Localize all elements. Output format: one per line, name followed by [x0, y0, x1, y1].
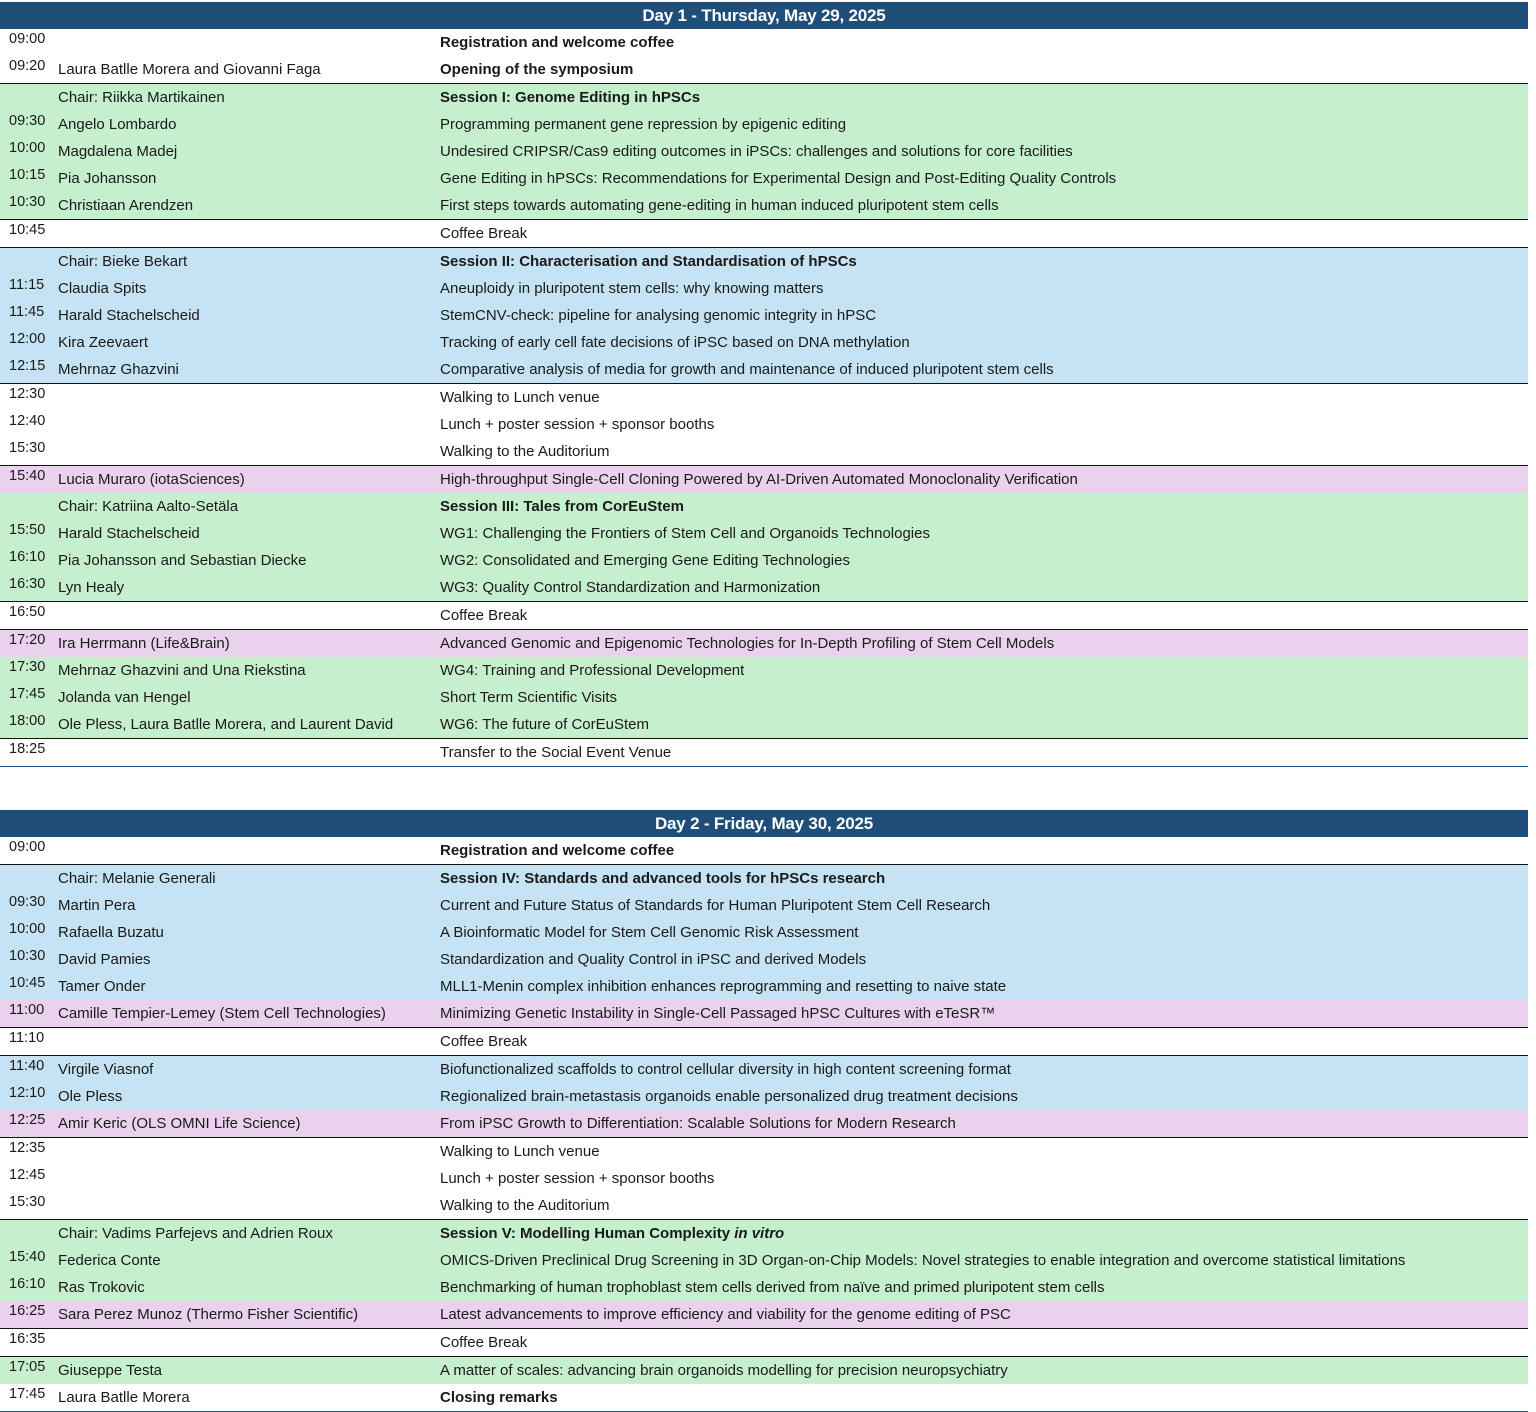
title-cell: [440, 1220, 784, 1247]
title-text: Programming permanent gene repression by epigenic editing: [440, 116, 847, 133]
speaker-cell: Chair: Melanie Generali: [58, 870, 216, 887]
time-cell: 16:10: [9, 1276, 46, 1292]
speaker-cell: Pia Johansson and Sebastian Diecke: [58, 552, 307, 569]
title-cell: [440, 520, 930, 547]
title-text: Coffee Break: [440, 607, 528, 624]
schedule-row: [0, 520, 1528, 547]
time-cell: 17:45: [9, 686, 46, 702]
time-cell: 15:30: [9, 1194, 46, 1210]
title-text: Undesired CRIPSR/Cas9 editing outcomes in iPSCs: challenges and solutions for core facilities: [440, 143, 1073, 160]
day1-header: Day 1 - Thursday, May 29, 2025: [0, 2, 1528, 29]
time-cell: 12:45: [9, 1167, 46, 1183]
time-cell: 11:15: [9, 277, 45, 293]
title-text: Registration and welcome coffee: [440, 842, 675, 859]
schedule-row: [0, 973, 1528, 1000]
title-text: First steps towards automating gene-editing in human induced pluripotent stem cells: [440, 197, 999, 214]
time-cell: 16:10: [9, 549, 46, 565]
title-cell: [440, 384, 600, 411]
day2-schedule: [0, 810, 1528, 1412]
schedule-row: [0, 946, 1528, 973]
speaker-cell: Claudia Spits: [58, 280, 147, 297]
title-cell: [440, 739, 671, 766]
title-cell: [440, 946, 866, 973]
title-text: Biofunctionalized scaffolds to control cellular diversity in high content screening format: [440, 1061, 1011, 1078]
title-cell: [440, 220, 527, 247]
title-italic-text: in vitro: [734, 1225, 785, 1242]
schedule-row: [0, 111, 1528, 138]
title-cell: [440, 111, 846, 138]
schedule-row: [0, 1137, 1528, 1165]
schedule-row: [0, 629, 1528, 657]
time-cell: 10:30: [9, 194, 46, 210]
speaker-cell: Virgile Viasnof: [58, 1061, 154, 1078]
title-text: WG1: Challenging the Frontiers of Stem Cell and Organoids Technologies: [440, 525, 930, 542]
title-text: Coffee Break: [440, 225, 528, 242]
schedule-row: [0, 329, 1528, 356]
speaker-cell: Ole Pless, Laura Batlle Morera, and Laurent David: [58, 716, 394, 733]
title-text: Session II: Characterisation and Standardisation of hPSCs: [440, 253, 857, 270]
title-text: Short Term Scientific Visits: [440, 689, 618, 706]
speaker-cell: Ira Herrmann (Life&Brain): [58, 635, 230, 652]
speaker-cell: Chair: Bieke Bekart: [58, 253, 188, 270]
speaker-cell: Ras Trokovic: [58, 1279, 145, 1296]
title-cell: [440, 1165, 714, 1192]
time-cell: 16:30: [9, 576, 46, 592]
title-cell: [440, 1357, 1008, 1384]
title-text: WG4: Training and Professional Development: [440, 662, 745, 679]
speaker-cell: Chair: Riikka Martikainen: [58, 89, 225, 106]
title-text: Benchmarking of human trophoblast stem cells derived from naïve and primed pluripotent stem cells: [440, 1279, 1105, 1296]
title-text: Opening of the symposium: [440, 61, 634, 78]
schedule-row: [0, 383, 1528, 411]
title-cell: [440, 411, 714, 438]
title-text: Walking to Lunch venue: [440, 389, 600, 406]
time-cell: 10:30: [9, 948, 46, 964]
speaker-cell: Rafaella Buzatu: [58, 924, 164, 941]
title-text: Standardization and Quality Control in iPSC and derived Models: [440, 951, 867, 968]
title-text: Session IV: Standards and advanced tools for hPSCs research: [440, 870, 886, 887]
title-text: From iPSC Growth to Differentiation: Scalable Solutions for Modern Research: [440, 1115, 956, 1132]
schedule-row: [0, 1384, 1528, 1412]
session-header-row: [0, 493, 1528, 520]
speaker-cell: Giuseppe Testa: [58, 1362, 162, 1379]
day2-header: Day 2 - Friday, May 30, 2025: [0, 810, 1528, 837]
title-cell: [440, 1083, 1018, 1110]
speaker-cell: Amir Keric (OLS OMNI Life Science): [58, 1115, 301, 1132]
title-text: Aneuploidy in pluripotent stem cells: why knowing matters: [440, 280, 824, 297]
title-cell: [440, 466, 1078, 493]
speaker-cell: Camille Tempier-Lemey (Stem Cell Technologies): [58, 1005, 386, 1022]
speaker-cell: Mehrnaz Ghazvini and Una Riekstina: [58, 662, 306, 679]
title-cell: [440, 547, 850, 574]
schedule-row: [0, 1000, 1528, 1027]
schedule-row: [0, 711, 1528, 738]
time-cell: 17:05: [9, 1359, 46, 1375]
title-cell: [440, 329, 910, 356]
time-cell: 09:20: [9, 58, 46, 74]
speaker-cell: Martin Pera: [58, 897, 136, 914]
speaker-cell: Laura Batlle Morera and Giovanni Faga: [58, 61, 321, 78]
title-text: Advanced Genomic and Epigenomic Technologies for In-Depth Profiling of Stem Cell Models: [440, 635, 1055, 652]
time-cell: 12:25: [9, 1112, 46, 1128]
session-header-row: [0, 247, 1528, 275]
title-cell: [440, 1110, 956, 1137]
time-cell: 18:25: [9, 741, 46, 757]
time-cell: 10:15: [9, 167, 46, 183]
title-cell: [440, 275, 824, 302]
speaker-cell: Kira Zeevaert: [58, 334, 149, 351]
title-text: Walking to the Auditorium: [440, 1197, 610, 1214]
time-cell: 18:00: [9, 713, 46, 729]
schedule-row: [0, 1055, 1528, 1083]
time-cell: 10:00: [9, 140, 46, 156]
time-cell: 12:30: [9, 386, 46, 402]
title-text: Coffee Break: [440, 1033, 528, 1050]
time-cell: 15:40: [9, 1249, 46, 1265]
time-cell: 15:50: [9, 522, 46, 538]
title-cell: [440, 630, 1054, 657]
speaker-cell: David Pamies: [58, 951, 151, 968]
title-cell: [440, 602, 527, 629]
schedule-row: [0, 1247, 1528, 1274]
schedule-row: [0, 56, 1528, 83]
time-cell: 12:10: [9, 1085, 46, 1101]
time-cell: 16:25: [9, 1303, 46, 1319]
speaker-cell: Christiaan Arendzen: [58, 197, 194, 214]
schedule-row: [0, 165, 1528, 192]
title-text: Minimizing Genetic Instability in Single-Cell Passaged hPSC Cultures with eTeSR™: [440, 1005, 996, 1022]
speaker-cell: Lyn Healy: [58, 579, 125, 596]
title-cell: [440, 657, 744, 684]
title-cell: [440, 1247, 1405, 1274]
title-cell: [440, 165, 1116, 192]
schedule-row: [0, 601, 1528, 629]
speaker-cell: Ole Pless: [58, 1088, 123, 1105]
title-cell: [440, 192, 999, 219]
title-cell: [440, 248, 857, 275]
title-cell: [440, 356, 1054, 383]
schedule-row: [0, 1274, 1528, 1301]
session-header-row: [0, 864, 1528, 892]
schedule-row: [0, 29, 1528, 56]
time-cell: 11:10: [9, 1030, 45, 1046]
schedule-row: [0, 1165, 1528, 1192]
time-cell: 10:00: [9, 921, 46, 937]
session-header-row: [0, 1219, 1528, 1247]
title-text: Lunch + poster session + sponsor booths: [440, 416, 715, 433]
title-cell: [440, 1301, 1011, 1328]
title-text: Coffee Break: [440, 1334, 528, 1351]
time-cell: 09:00: [9, 839, 46, 855]
title-cell: [440, 138, 1073, 165]
speaker-cell: Mehrnaz Ghazvini: [58, 361, 179, 378]
schedule-row: [0, 837, 1528, 864]
title-cell: [440, 865, 885, 892]
title-cell: [440, 973, 1006, 1000]
speaker-cell: Lucia Muraro (iotaSciences): [58, 471, 245, 488]
speaker-cell: Pia Johansson: [58, 170, 157, 187]
title-text: Walking to Lunch venue: [440, 1143, 600, 1160]
title-text: High-throughput Single-Cell Cloning Powered by AI-Driven Automated Monoclonality Verification: [440, 471, 1078, 488]
schedule-row: [0, 1192, 1528, 1219]
time-cell: 10:45: [9, 975, 46, 991]
title-text: Comparative analysis of media for growth and maintenance of induced pluripotent stem cells: [440, 361, 1054, 378]
time-cell: 09:30: [9, 113, 46, 129]
schedule-row: [0, 192, 1528, 219]
time-cell: 09:00: [9, 31, 46, 47]
title-text: Regionalized brain-metastasis organoids enable personalized drug treatment decisions: [440, 1088, 1018, 1105]
title-text: WG6: The future of CorEuStem: [440, 716, 649, 733]
title-text: Registration and welcome coffee: [440, 34, 675, 51]
time-cell: 11:45: [9, 304, 45, 320]
time-cell: 12:15: [9, 358, 46, 374]
title-cell: [440, 1192, 610, 1219]
title-text: MLL1-Menin complex inhibition enhances reprogramming and resetting to naive state: [440, 978, 1007, 995]
title-text: Tracking of early cell fate decisions of iPSC based on DNA methylation: [440, 334, 910, 351]
time-cell: 16:35: [9, 1331, 46, 1347]
speaker-cell: Chair: Katriina Aalto-Setäla: [58, 498, 239, 515]
schedule-row: [0, 1027, 1528, 1055]
schedule-row: [0, 547, 1528, 574]
time-cell: 12:40: [9, 413, 46, 429]
schedule-row: [0, 438, 1528, 465]
title-text: Session I: Genome Editing in hPSCs: [440, 89, 701, 106]
speaker-cell: Magdalena Madej: [58, 143, 178, 160]
time-cell: 17:30: [9, 659, 46, 675]
title-cell: [440, 837, 674, 864]
schedule-row: [0, 1356, 1528, 1384]
schedule-row: [0, 657, 1528, 684]
schedule-row: [0, 356, 1528, 383]
title-cell: [440, 302, 876, 329]
speaker-cell: Federica Conte: [58, 1252, 161, 1269]
schedule-row: [0, 302, 1528, 329]
title-cell: [440, 1138, 600, 1165]
schedule-row: [0, 411, 1528, 438]
schedule-row: [0, 1328, 1528, 1356]
day2-rows: [0, 837, 1528, 1412]
schedule-row: [0, 138, 1528, 165]
title-cell: [440, 711, 649, 738]
speaker-cell: Harald Stachelscheid: [58, 307, 200, 324]
schedule-row: [0, 1083, 1528, 1110]
speaker-cell: Laura Batlle Morera: [58, 1389, 190, 1406]
time-cell: 17:45: [9, 1386, 46, 1402]
title-text: Lunch + poster session + sponsor booths: [440, 1170, 715, 1187]
title-cell: [440, 1056, 1011, 1083]
title-cell: [440, 1274, 1105, 1301]
speaker-cell: Harald Stachelscheid: [58, 525, 200, 542]
schedule-row: [0, 465, 1528, 493]
schedule-row: [0, 684, 1528, 711]
day1-rows: [0, 29, 1528, 767]
title-cell: [440, 919, 858, 946]
title-cell: [440, 1000, 995, 1027]
time-cell: 09:30: [9, 894, 46, 910]
schedule-row: [0, 574, 1528, 601]
title-cell: [440, 574, 820, 601]
speaker-cell: Angelo Lombardo: [58, 116, 177, 133]
speaker-cell: Tamer Onder: [58, 978, 146, 995]
time-cell: 15:30: [9, 440, 46, 456]
time-cell: 15:40: [9, 468, 46, 484]
title-text: WG2: Consolidated and Emerging Gene Editing Technologies: [440, 552, 850, 569]
time-cell: 12:00: [9, 331, 46, 347]
schedule-row: [0, 892, 1528, 919]
title-cell: [440, 1028, 527, 1055]
schedule-row: [0, 919, 1528, 946]
speaker-cell: Chair: Vadims Parfejevs and Adrien Roux: [58, 1225, 333, 1242]
title-cell: [440, 84, 700, 111]
title-text: Walking to the Auditorium: [440, 443, 610, 460]
title-cell: [440, 493, 684, 520]
title-text: WG3: Quality Control Standardization and Harmonization: [440, 579, 821, 596]
title-text: OMICS-Driven Preclinical Drug Screening in 3D Organ-on-Chip Models: Novel strategies to enable integration and overcome statistical limitations: [440, 1252, 1406, 1269]
title-cell: [440, 29, 674, 56]
title-text: A Bioinformatic Model for Stem Cell Genomic Risk Assessment: [440, 924, 859, 941]
title-cell: [440, 684, 617, 711]
time-cell: 11:00: [9, 1002, 45, 1018]
time-cell: 12:35: [9, 1140, 46, 1156]
schedule-row: [0, 738, 1528, 767]
title-text: Transfer to the Social Event Venue: [440, 744, 672, 761]
title-text: StemCNV-check: pipeline for analysing genomic integrity in hPSC: [440, 307, 877, 324]
title-cell: [440, 1329, 527, 1356]
speaker-cell: Sara Perez Munoz (Thermo Fisher Scientific): [58, 1306, 359, 1323]
title-text: Latest advancements to improve efficiency and viability for the genome editing of PSC: [440, 1306, 1011, 1323]
title-text: Session V: Modelling Human Complexity: [440, 1225, 735, 1242]
session-header-row: [0, 83, 1528, 111]
schedule-row: [0, 219, 1528, 247]
title-text: Session III: Tales from CorEuStem: [440, 498, 684, 515]
schedule-row: [0, 275, 1528, 302]
time-cell: 10:45: [9, 222, 46, 238]
title-cell: [440, 892, 990, 919]
title-cell: [440, 1384, 558, 1411]
schedule-row: [0, 1301, 1528, 1328]
title-cell: [440, 438, 610, 465]
title-text: Closing remarks: [440, 1389, 558, 1406]
time-cell: 17:20: [9, 632, 46, 648]
schedule-row: [0, 1110, 1528, 1137]
time-cell: 16:50: [9, 604, 46, 620]
speaker-cell: Jolanda van Hengel: [58, 689, 191, 706]
time-cell: 11:40: [9, 1058, 45, 1074]
title-text: A matter of scales: advancing brain organoids modelling for precision neuropsychiatry: [440, 1362, 1008, 1379]
day1-schedule: [0, 2, 1528, 767]
title-text: Gene Editing in hPSCs: Recommendations for Experimental Design and Post-Editing Quality Controls: [440, 170, 1117, 187]
title-text: Current and Future Status of Standards for Human Pluripotent Stem Cell Research: [440, 897, 991, 914]
title-cell: [440, 56, 633, 83]
